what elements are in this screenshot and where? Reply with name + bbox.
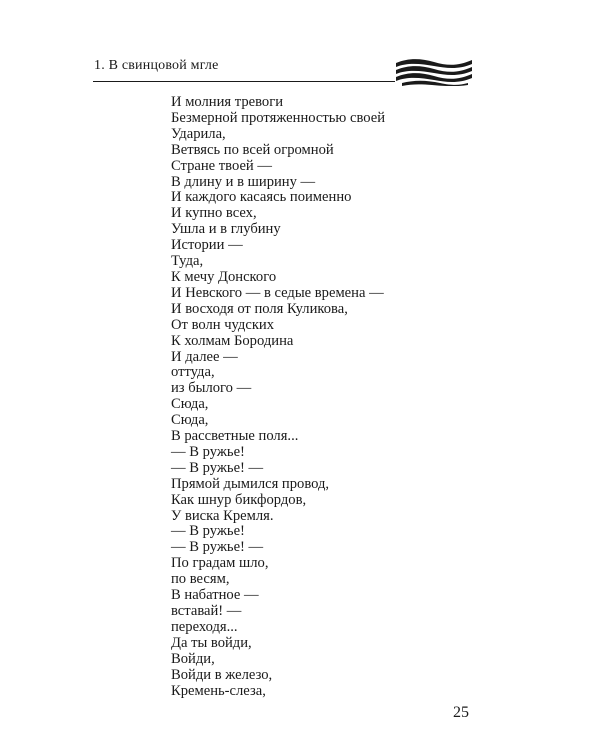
poem-line: — В ружье! — bbox=[171, 539, 264, 556]
poem-line: Ушла и в глубину bbox=[171, 221, 281, 238]
poem-line: Сюда, bbox=[171, 396, 209, 413]
poem-line: Стране твоей — bbox=[171, 157, 272, 174]
poem-line: И далее — bbox=[171, 348, 238, 365]
poem-line: — В ружье! — bbox=[171, 459, 264, 476]
page-number: 25 bbox=[453, 704, 469, 721]
poem-line: Прямой дымился провод, bbox=[171, 475, 330, 492]
poem-line: из былого — bbox=[171, 380, 252, 397]
poem-line: оттуда, bbox=[171, 364, 215, 381]
poem-line: Ударила, bbox=[171, 125, 226, 142]
poem-line: Войди, bbox=[171, 650, 215, 667]
poem-line: Безмерной протяженностью своей bbox=[171, 109, 386, 126]
poem-line: От волн чудских bbox=[171, 316, 275, 333]
poem-line: — В ружье! bbox=[171, 443, 245, 460]
ribbon-ornament-icon bbox=[396, 56, 472, 86]
poem-line: по весям, bbox=[171, 571, 230, 588]
poem-line: И восходя от поля Куликова, bbox=[171, 300, 348, 317]
poem-line: Ветвясь по всей огромной bbox=[171, 141, 334, 158]
poem-line: И молния тревоги bbox=[171, 94, 284, 110]
poem-line: И каждого касаясь поименно bbox=[171, 189, 352, 206]
poem-line: Кремень-слеза, bbox=[171, 682, 266, 699]
poem-line: В набатное — bbox=[171, 587, 259, 604]
poem-line: К мечу Донского bbox=[171, 268, 277, 285]
poem-line: К холмам Бородина bbox=[171, 332, 294, 349]
poem-line: Истории — bbox=[171, 237, 243, 254]
poem-line: вставай! — bbox=[171, 603, 242, 619]
poem-line: — В ружье! bbox=[171, 523, 245, 540]
poem-line: Туда, bbox=[171, 253, 204, 270]
poem-line: У виска Кремля. bbox=[171, 507, 274, 524]
poem-line: И Невского — в седые времена — bbox=[171, 284, 384, 301]
poem-line: переходя... bbox=[171, 618, 238, 635]
poem-line: В длину и в ширину — bbox=[171, 173, 316, 190]
poem-line: Сюда, bbox=[171, 412, 209, 429]
header-rule bbox=[93, 81, 395, 82]
poem-line: Да ты войди, bbox=[171, 634, 252, 651]
poem-line: Войди в железо, bbox=[171, 666, 273, 683]
running-head: 1. В свинцовой мгле bbox=[94, 58, 219, 73]
poem-line: Как шнур бикфордов, bbox=[171, 491, 307, 508]
poem-line: И купно всех, bbox=[171, 205, 257, 222]
poem-text bbox=[171, 95, 385, 699]
poem-line: По градам шло, bbox=[171, 555, 269, 572]
poem-line: В рассветные поля... bbox=[171, 428, 299, 445]
